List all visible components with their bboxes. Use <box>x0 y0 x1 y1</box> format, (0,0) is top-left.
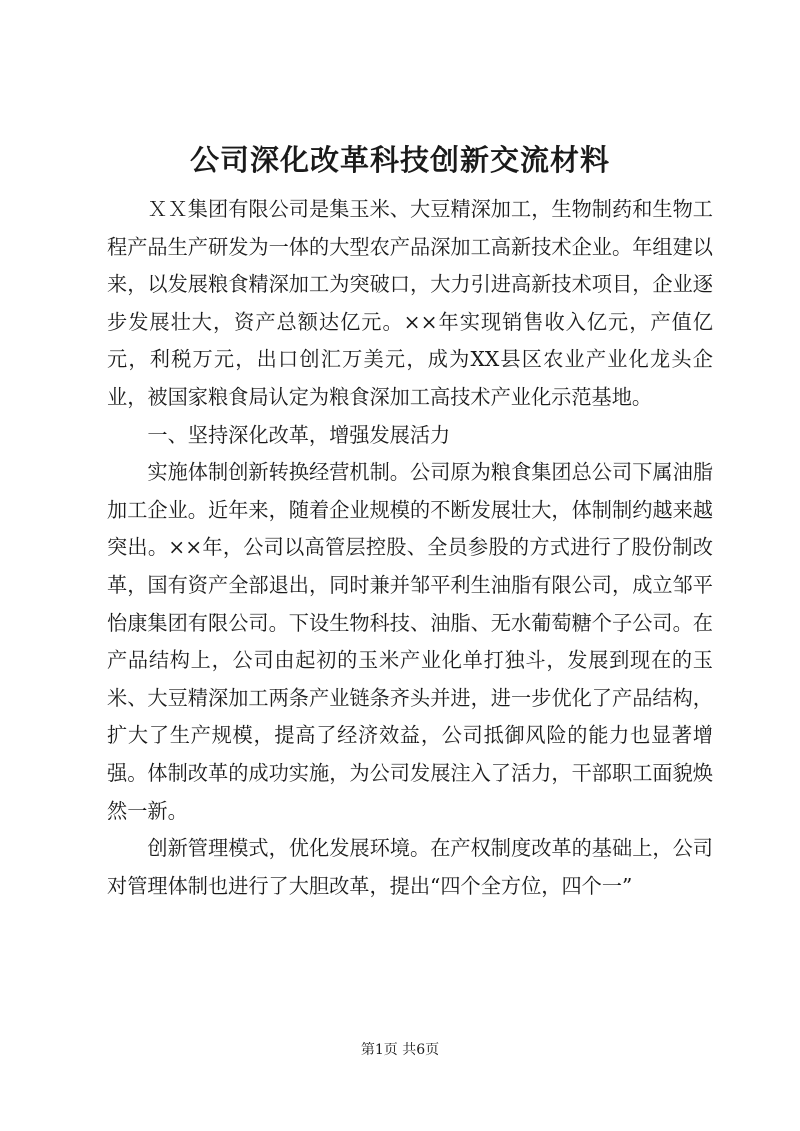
document-title: 公司深化改革科技创新交流材料 <box>189 143 610 177</box>
paragraph-institutional-innovation: 实施体制创新转换经营机制。公司原为粮食集团总公司下属油脂加工企业。近年来，随着企业规模的不断发展壮大，体制制约越来越突出。××年，公司以高管层控股、全员参股的方式进行了股份制改革，国有资产全部退出，同时兼并邹平利生油脂有限公司，成立邹平怡康集团有限公司。下设生物科技、油脂、无水葡萄糖个子公司。在产品结构上，公司由起初的玉米产业化单打独斗，发展到现在的玉米、大豆精深加工两条产业链条齐头并进，进一步优化了产品结构，扩大了生产规模，提高了经济效益，公司抵御风险的能力也显著增强。体制改革的成功实施，为公司发展注入了活力，干部职工面貌焕然一新。 <box>107 460 713 823</box>
paragraph-company-intro: ＸＸ集团有限公司是集玉米、大豆精深加工，生物制药和生物工程产品生产研发为一体的大型农产品深加工高新技术企业。年组建以来，以发展粮食精深加工为突破口，大力引进高新技术项目，企业逐步发展壮大，资产总额达亿元。××年实现销售收入亿元，产值亿元，利税万元，出口创汇万美元，成为XX县区农业产业化龙头企业，被国家粮食局认定为粮食深加工高技术产业化示范基地。 <box>107 197 713 409</box>
paragraph-management-innovation: 创新管理模式，优化发展环境。在产权制度改革的基础上，公司对管理体制也进行了大胆改革，提出“四个全方位，四个一” <box>107 836 713 898</box>
section-heading-reform: 一、坚持深化改革，增强发展活力 <box>147 422 451 447</box>
page-footer: 第1页 共6页 <box>360 1042 440 1058</box>
document-body <box>107 191 713 905</box>
